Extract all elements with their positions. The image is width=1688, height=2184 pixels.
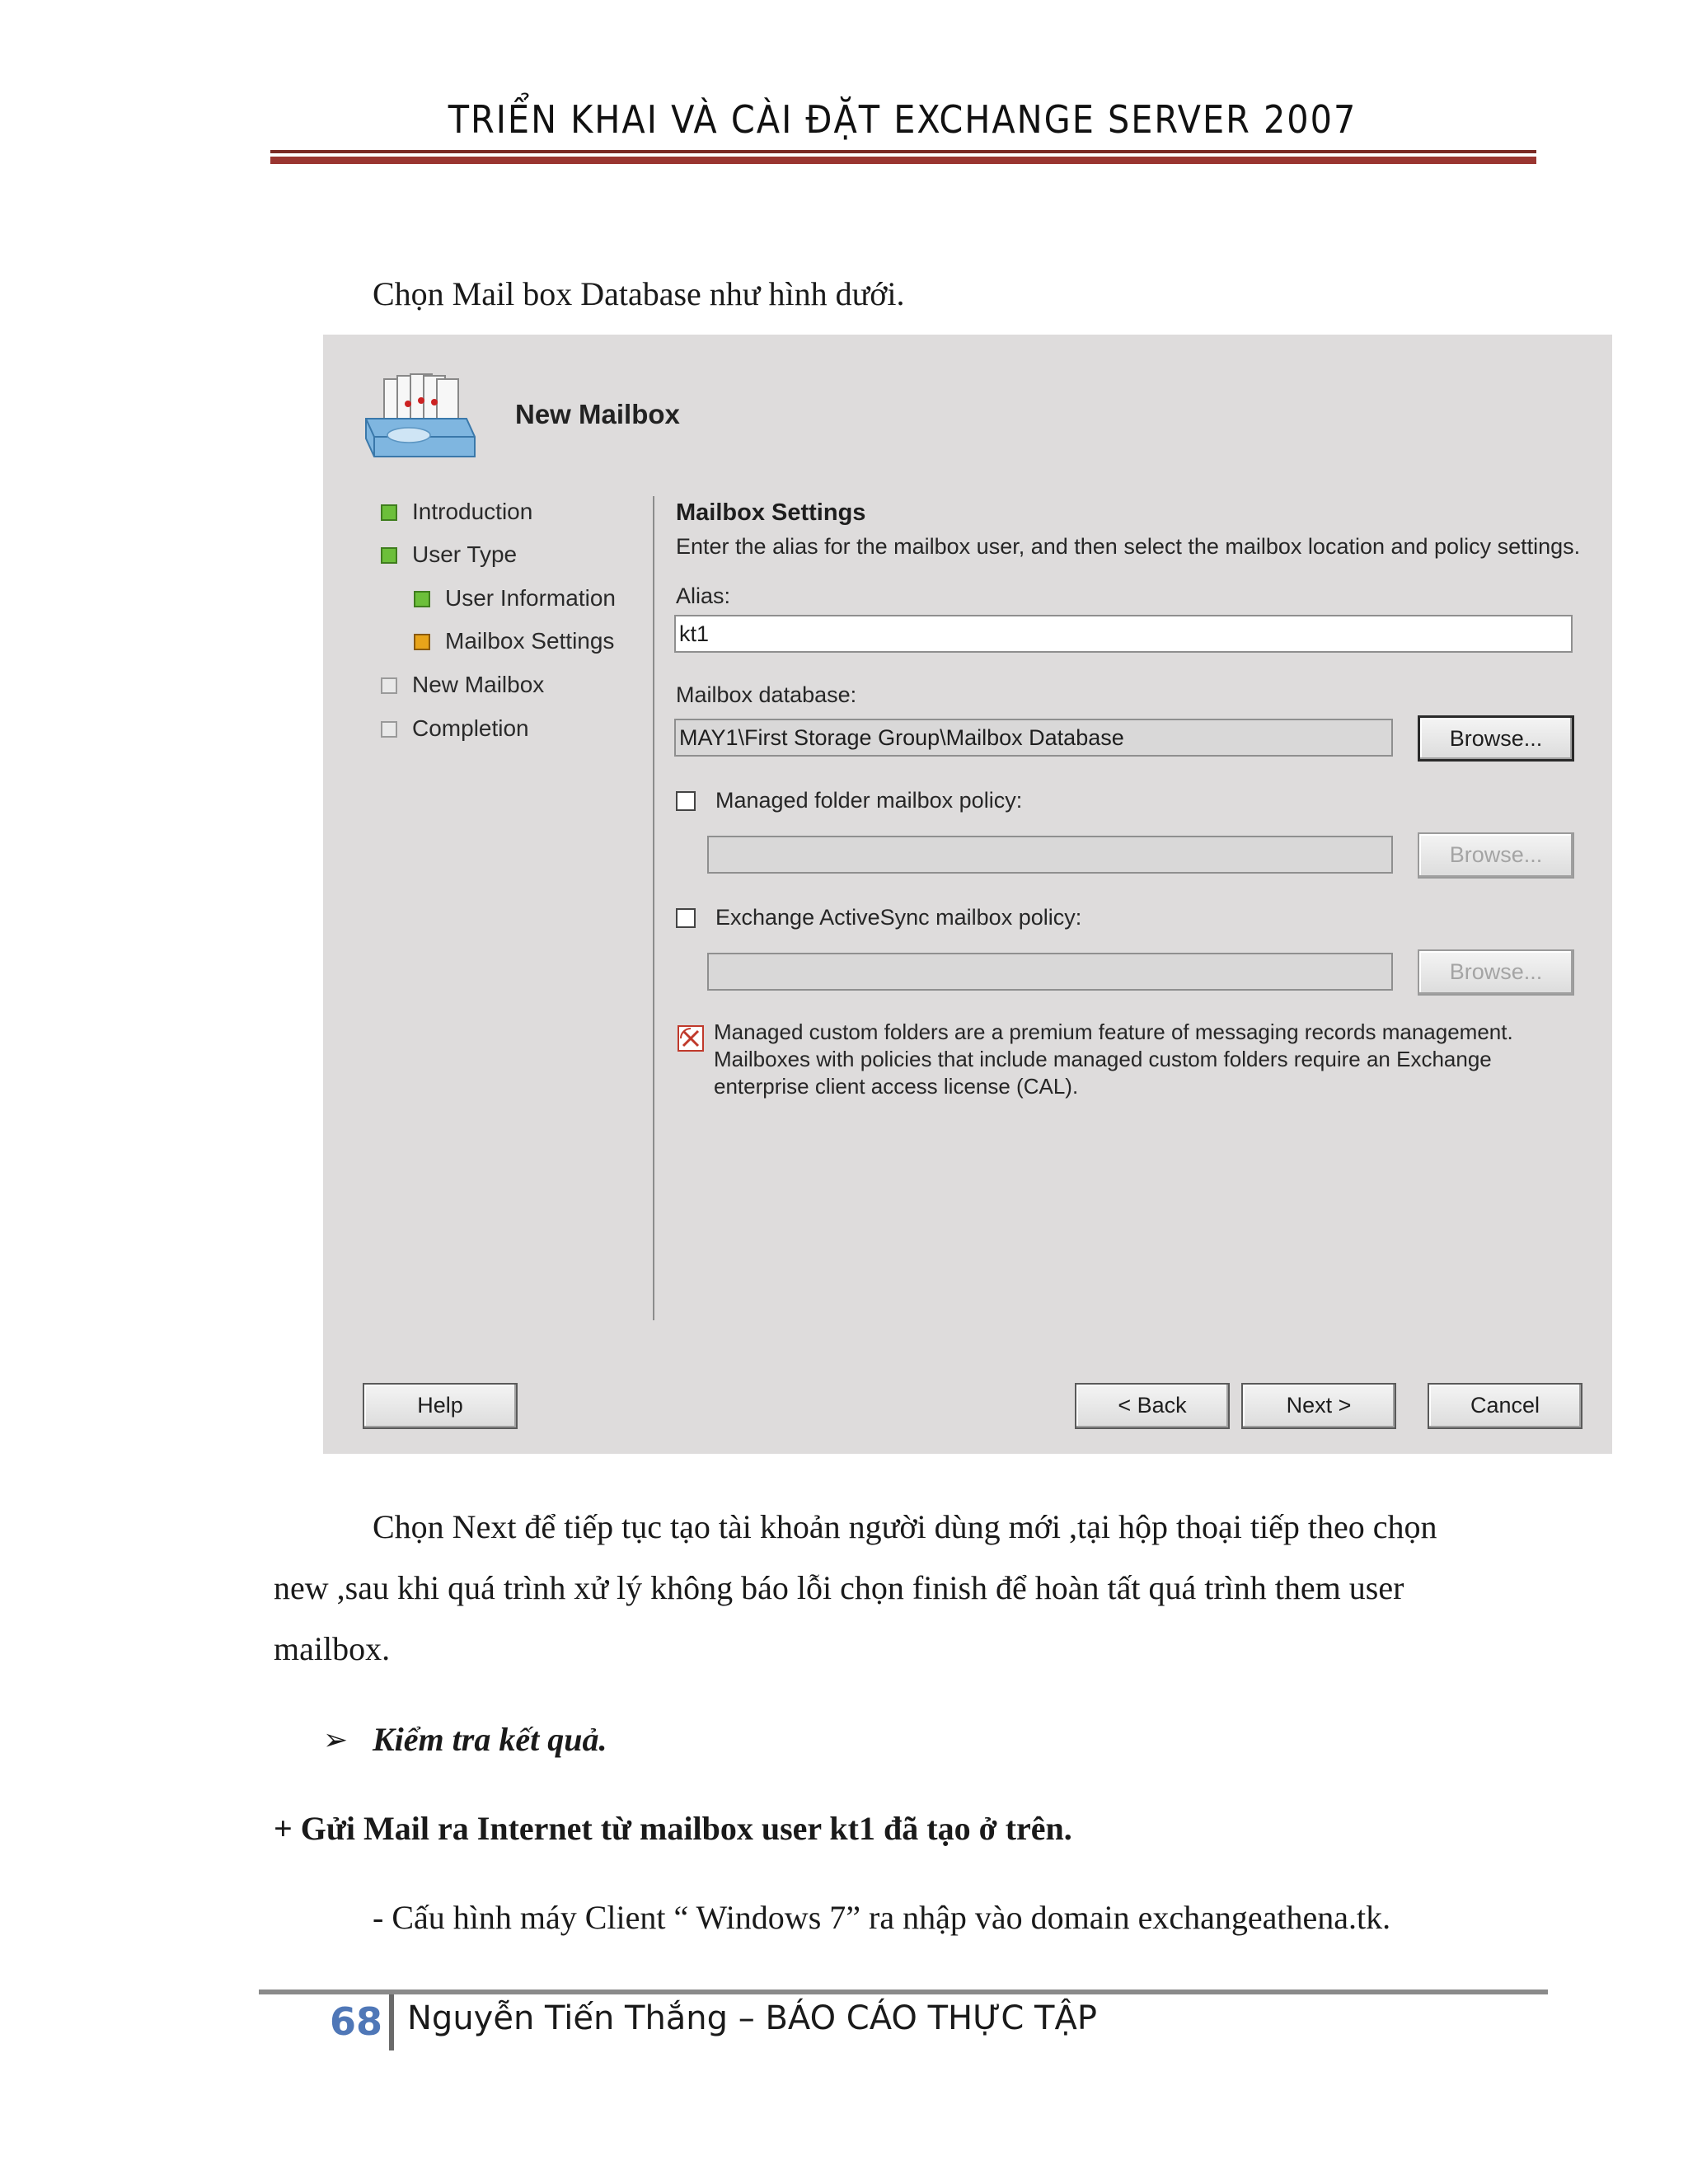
help-button[interactable]: Help <box>363 1383 518 1429</box>
nav-divider <box>653 496 654 1320</box>
client-config-line: - Cấu hình máy Client “ Windows 7” ra nhập vào domain exchangeathena.tk. <box>373 1899 1391 1936</box>
step-pending-icon <box>381 721 397 738</box>
next-button[interactable]: Next > <box>1241 1383 1396 1429</box>
back-button[interactable]: < Back <box>1075 1383 1230 1429</box>
managed-policy-label: Managed folder mailbox policy: <box>715 788 1023 813</box>
next-paragraph-line-2: new ,sau khi quá trình xử lý không báo lỗi chọn finish để hoàn tất quá trình them user <box>274 1569 1404 1606</box>
mailbox-wizard-icon <box>359 371 483 470</box>
browse-activesync-policy-button[interactable]: Browse... <box>1418 949 1574 996</box>
document-header-title: TRIỂN KHAI VÀ CÀI ĐẶT EXCHANGE SERVER 2007 <box>448 97 1357 142</box>
header-rule-thin <box>270 150 1536 153</box>
step-pending-icon <box>381 677 397 694</box>
nav-item-user-information: User Information <box>445 585 616 611</box>
browse-managed-policy-button[interactable]: Browse... <box>1418 832 1574 879</box>
activesync-policy-field <box>707 953 1393 991</box>
activesync-policy-checkbox[interactable] <box>676 908 696 928</box>
nav-item-mailbox-settings: Mailbox Settings <box>445 628 615 654</box>
note-line: Mailboxes with policies that include managed custom folders require an Exchange <box>714 1047 1492 1071</box>
footer-separator <box>389 1994 394 2050</box>
next-paragraph-line-3: mailbox. <box>274 1630 391 1667</box>
browse-database-button[interactable]: Browse... <box>1418 715 1574 762</box>
step-done-icon <box>381 547 397 564</box>
cancel-button[interactable]: Cancel <box>1428 1383 1582 1429</box>
note-line: enterprise client access license (CAL). <box>714 1074 1079 1099</box>
alias-input[interactable]: kt1 <box>674 615 1573 653</box>
bullet-arrow-icon: ➢ <box>323 1723 349 1756</box>
premium-feature-note <box>714 1019 1571 1100</box>
intro-text: Chọn Mail box Database như hình dưới. <box>373 275 905 312</box>
bullet-heading: Kiểm tra kết quả. <box>373 1721 607 1758</box>
page-number: 68 <box>330 1999 383 2044</box>
activesync-policy-label: Exchange ActiveSync mailbox policy: <box>715 905 1082 930</box>
mailbox-database-label: Mailbox database: <box>676 682 857 707</box>
managed-policy-checkbox[interactable] <box>676 791 696 811</box>
footer-rule <box>259 1990 1548 1994</box>
step-done-icon <box>414 591 430 607</box>
step-done-icon <box>381 504 397 521</box>
header-rule-thick <box>270 157 1536 164</box>
nav-item-user-type: User Type <box>412 541 518 567</box>
mailbox-database-field: MAY1\First Storage Group\Mailbox Database <box>674 719 1393 757</box>
step-current-icon <box>414 634 430 650</box>
section-description: Enter the alias for the mailbox user, and then select the mailbox location and policy settings. <box>676 534 1581 559</box>
nav-item-introduction: Introduction <box>412 499 533 524</box>
alias-label: Alias: <box>676 583 731 608</box>
send-mail-heading: + Gửi Mail ra Internet từ mailbox user kt1 đã tạo ở trên. <box>274 1810 1072 1847</box>
footer-text: Nguyễn Tiến Thắng – BÁO CÁO THỰC TẬP <box>407 1999 1097 2037</box>
note-line: Managed custom folders are a premium feature of messaging records management. <box>714 1019 1513 1044</box>
next-paragraph-line-1: Chọn Next để tiếp tục tạo tài khoản người dùng mới ,tại hộp thoại tiếp theo chọn <box>373 1508 1437 1545</box>
nav-item-new-mailbox: New Mailbox <box>412 672 545 697</box>
nav-item-completion: Completion <box>412 715 529 741</box>
managed-policy-field <box>707 836 1393 874</box>
section-title: Mailbox Settings <box>676 499 866 526</box>
new-mailbox-dialog <box>323 335 1612 1454</box>
warning-icon <box>676 1024 706 1053</box>
dialog-title: New Mailbox <box>515 399 680 429</box>
